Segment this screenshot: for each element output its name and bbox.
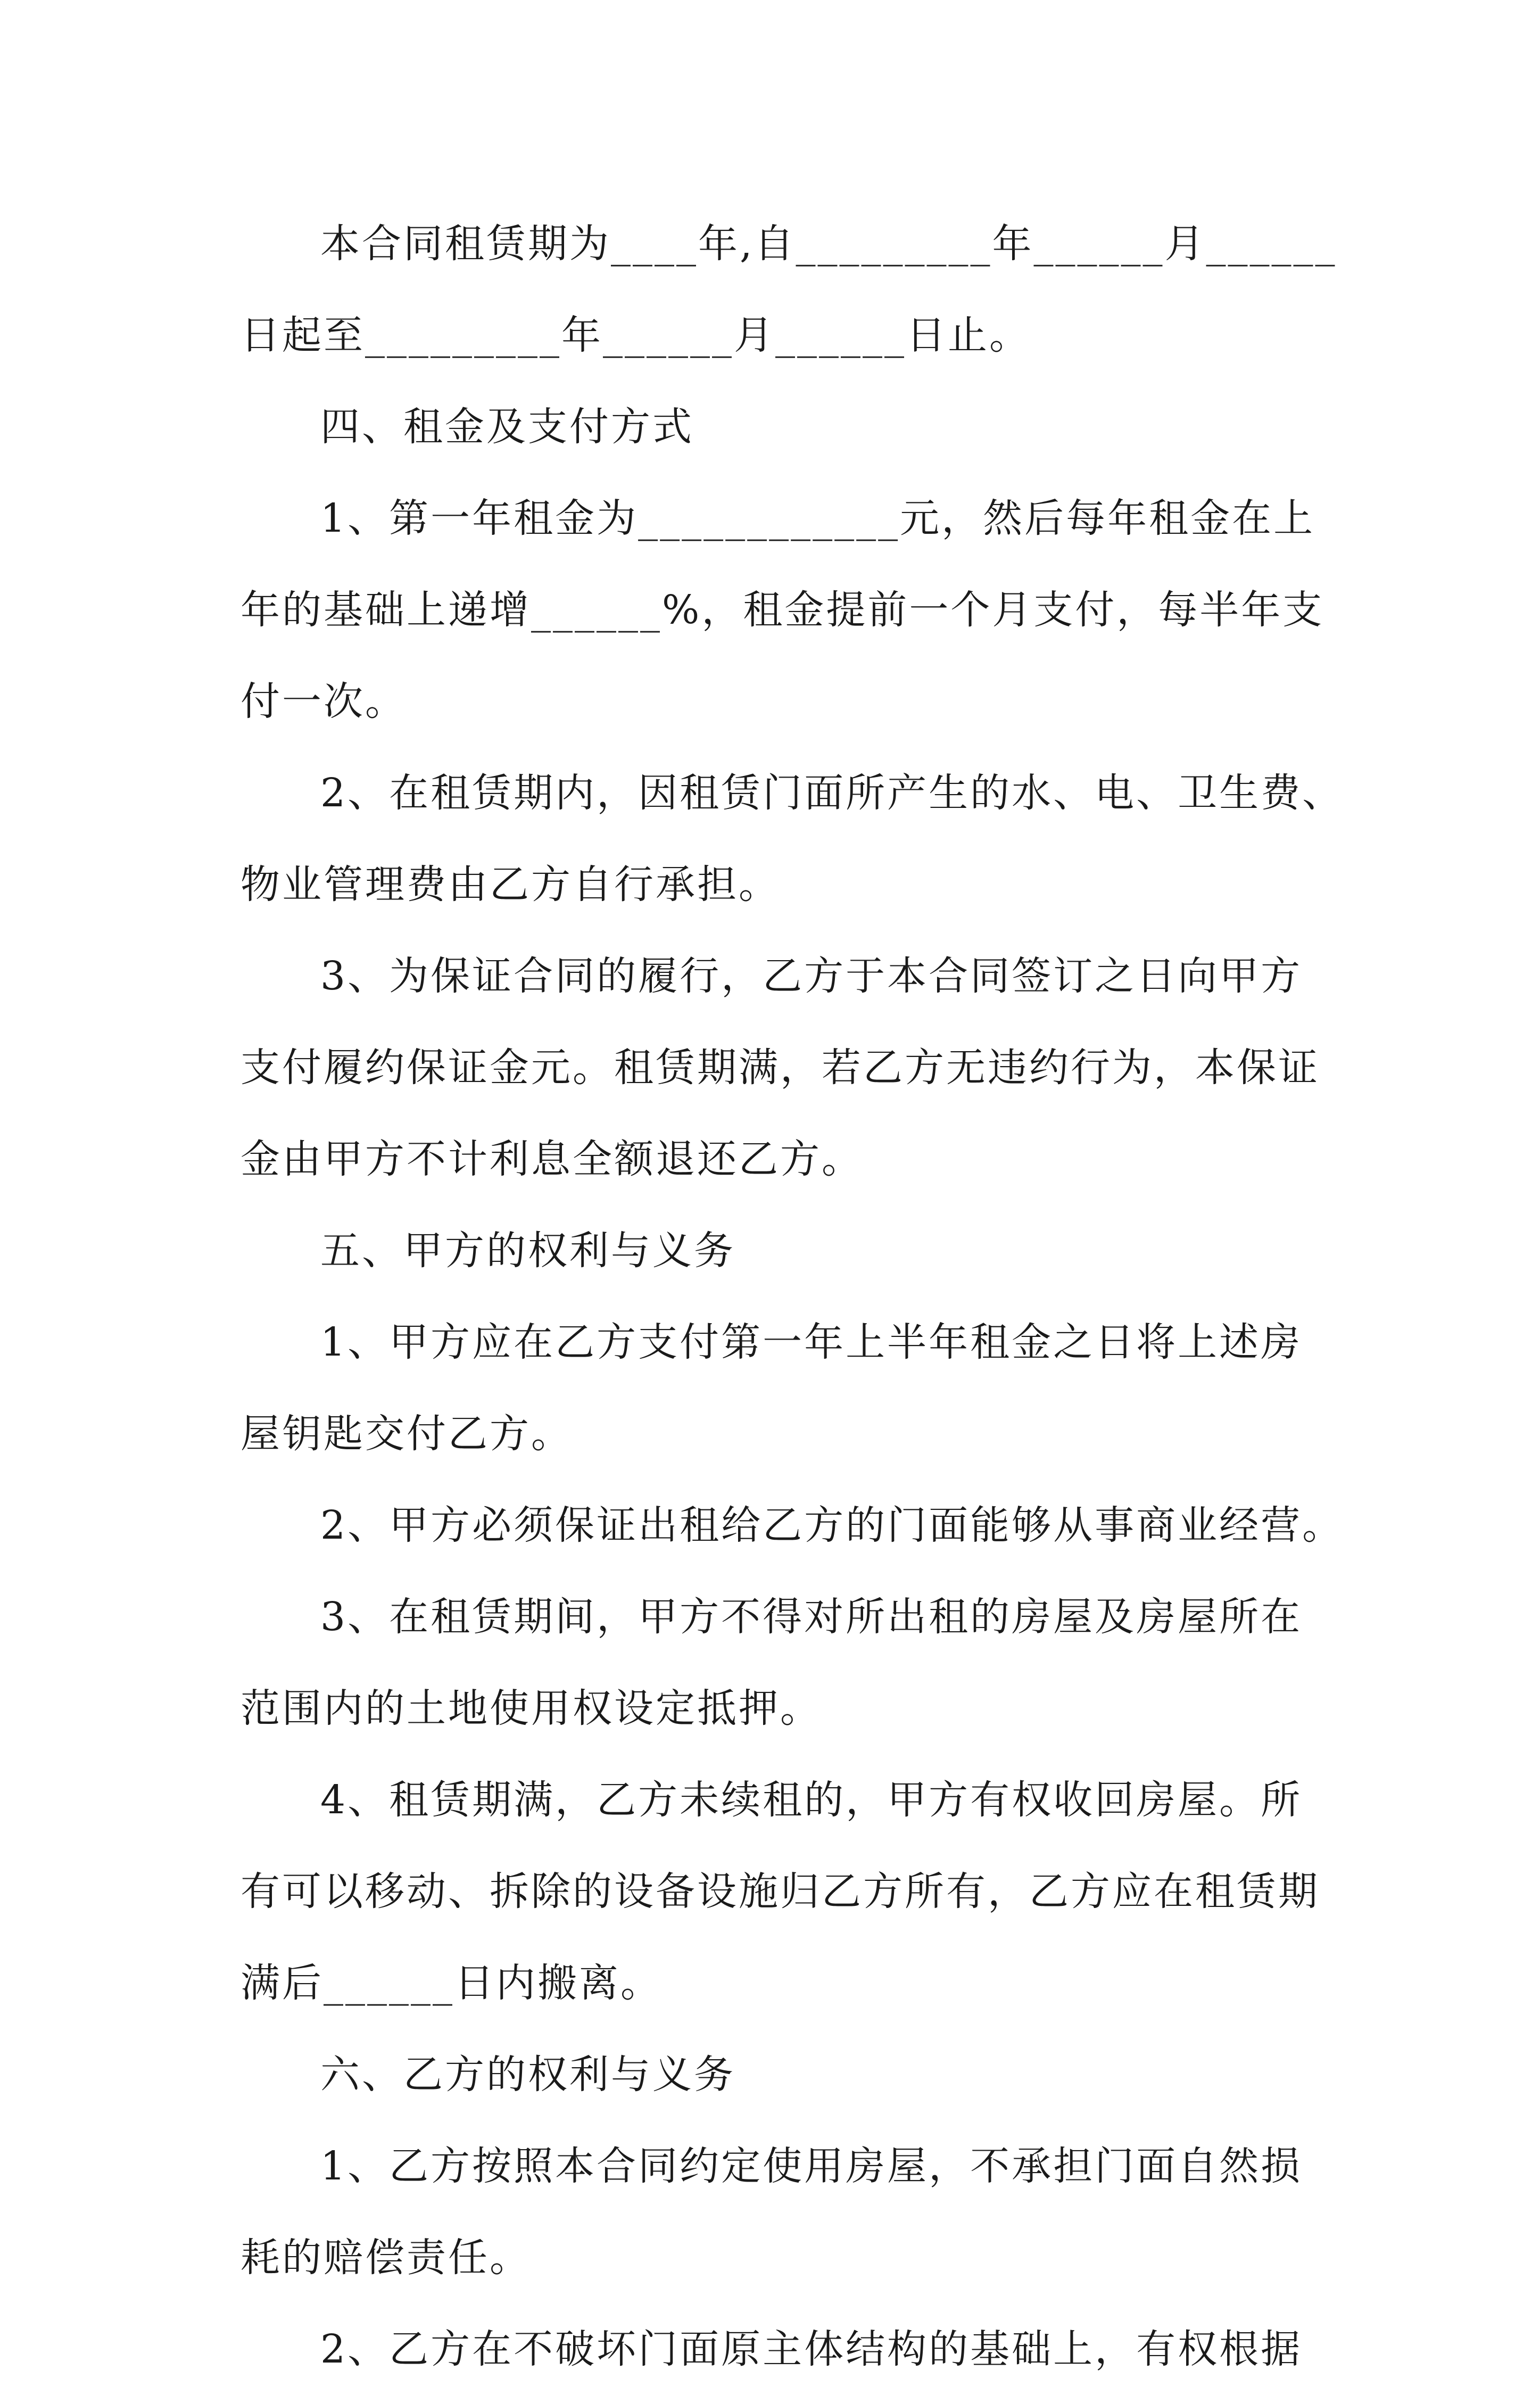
rent-clause-2-line-1: 2、在租赁期内，因租赁门面所产生的水、电、卫生费、	[320, 770, 1344, 816]
section-4-heading: 四、租金及支付方式	[320, 404, 694, 450]
party-a-clause-3-line-2: 范围内的土地使用权设定抵押。	[241, 1686, 822, 1731]
section-5-heading: 五、甲方的权利与义务	[320, 1228, 735, 1274]
rent-clause-3-line-3: 金由甲方不计利息全额退还乙方。	[241, 1136, 863, 1182]
party-b-clause-1-line-2: 耗的赔偿责任。	[241, 2235, 531, 2281]
rent-clause-1-line-2: 年的基础上递增______%，租金提前一个月支付，每半年支	[241, 587, 1324, 633]
party-a-clause-4-line-2: 有可以移动、拆除的设备设施归乙方所有，乙方应在租赁期	[241, 1869, 1320, 1914]
party-b-clause-1-line-1: 1、乙方按照本合同约定使用房屋，不承担门面自然损	[320, 2143, 1303, 2189]
rent-clause-2-line-2: 物业管理费由乙方自行承担。	[241, 862, 780, 907]
lease-term-line-2: 日起至_________年______月______日止。	[241, 312, 1031, 358]
rent-clause-3-line-2: 支付履约保证金元。租赁期满，若乙方无违约行为，本保证	[241, 1045, 1320, 1091]
party-a-clause-3-line-1: 3、在租赁期间，甲方不得对所出租的房屋及房屋所在	[320, 1594, 1303, 1640]
lease-term-line-1: 本合同租赁期为____年,自_________年______月______	[320, 221, 1337, 267]
rent-clause-1-line-1: 1、第一年租金为____________元，然后每年租金在上	[320, 495, 1315, 541]
section-6-heading: 六、乙方的权利与义务	[320, 2052, 735, 2097]
rent-clause-1-line-3: 付一次。	[241, 679, 407, 724]
party-a-clause-4-line-3: 满后______日内搬离。	[241, 1960, 662, 2006]
party-b-clause-2-line-1: 2、乙方在不破坏门面原主体结构的基础上，有权根据	[320, 2326, 1303, 2372]
rent-clause-3-line-1: 3、为保证合同的履行，乙方于本合同签订之日向甲方	[320, 953, 1303, 999]
party-a-clause-1-line-2: 屋钥匙交付乙方。	[241, 1411, 573, 1457]
party-a-clause-4-line-1: 4、租赁期满，乙方未续租的，甲方有权收回房屋。所	[320, 1777, 1303, 1823]
document-body	[241, 198, 1344, 2395]
party-a-clause-1-line-1: 1、甲方应在乙方支付第一年上半年租金之日将上述房	[320, 1319, 1303, 1365]
party-a-clause-2: 2、甲方必须保证出租给乙方的门面能够从事商业经营。	[320, 1502, 1344, 1548]
